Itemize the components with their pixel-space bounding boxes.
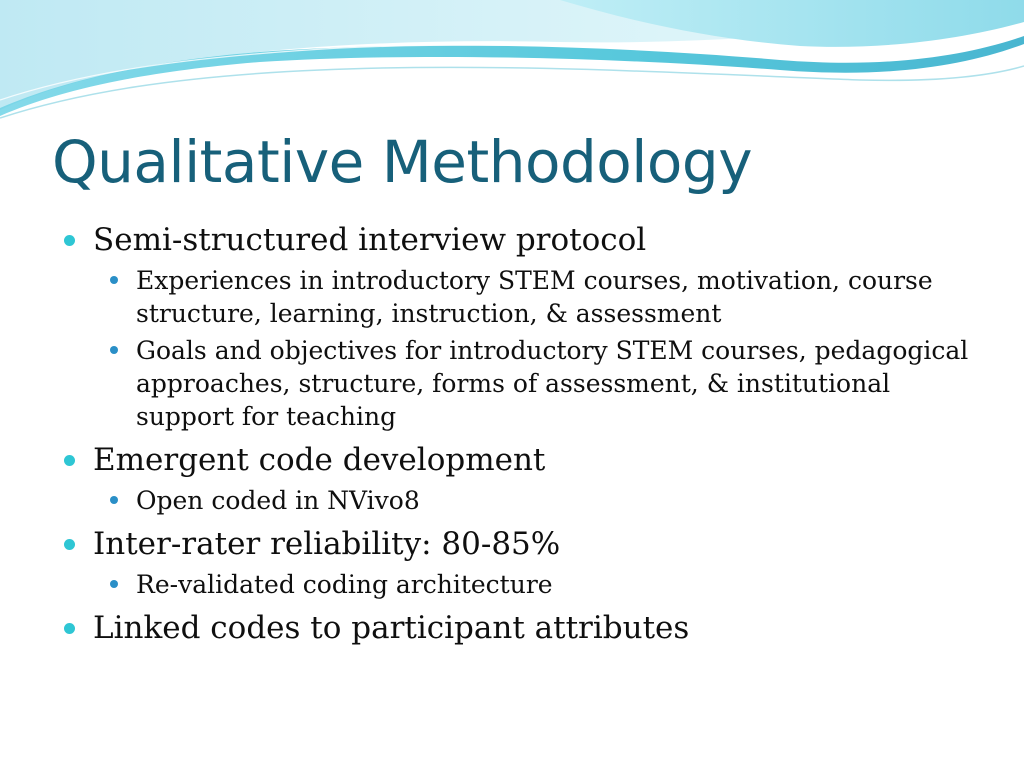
bullet-text: Linked codes to participant attributes [93, 610, 690, 646]
sub-bullet-dot-icon [110, 346, 118, 354]
bullet-text: Emergent code development [93, 442, 546, 478]
sub-bullet-dot-icon [110, 276, 118, 284]
sub-bullet-dot-icon [110, 496, 118, 504]
sub-bullet-dot-icon [110, 580, 118, 588]
sub-bullet-item [95, 334, 992, 433]
slide-title: Qualitative Methodology [52, 128, 753, 196]
bullet-item [62, 526, 992, 601]
sub-bullet-item [95, 568, 992, 601]
sub-bullet-list [93, 264, 992, 433]
bullet-item [62, 610, 992, 646]
sub-bullet-text: Open coded in NVivo8 [136, 486, 420, 515]
bullet-dot-icon [64, 235, 75, 246]
decorative-wave-header [0, 0, 1024, 130]
bullet-item [62, 222, 992, 433]
bullet-list [62, 222, 992, 646]
sub-bullet-item [95, 264, 992, 330]
sub-bullet-list [93, 484, 992, 517]
bullet-text: Inter-rater reliability: 80-85% [93, 526, 561, 562]
sub-bullet-item [95, 484, 992, 517]
bullet-text: Semi-structured interview protocol [93, 222, 647, 258]
bullet-dot-icon [64, 539, 75, 550]
bullet-item [62, 442, 992, 517]
bullet-dot-icon [64, 455, 75, 466]
sub-bullet-text: Re-validated coding architecture [136, 570, 553, 599]
bullet-dot-icon [64, 623, 75, 634]
sub-bullet-text: Goals and objectives for introductory STEM courses, pedagogical approaches, structure, forms of assessment, & institutional support for teaching [136, 336, 969, 431]
sub-bullet-list [93, 568, 992, 601]
sub-bullet-text: Experiences in introductory STEM courses, motivation, course structure, learning, instruction, & assessment [136, 266, 933, 328]
